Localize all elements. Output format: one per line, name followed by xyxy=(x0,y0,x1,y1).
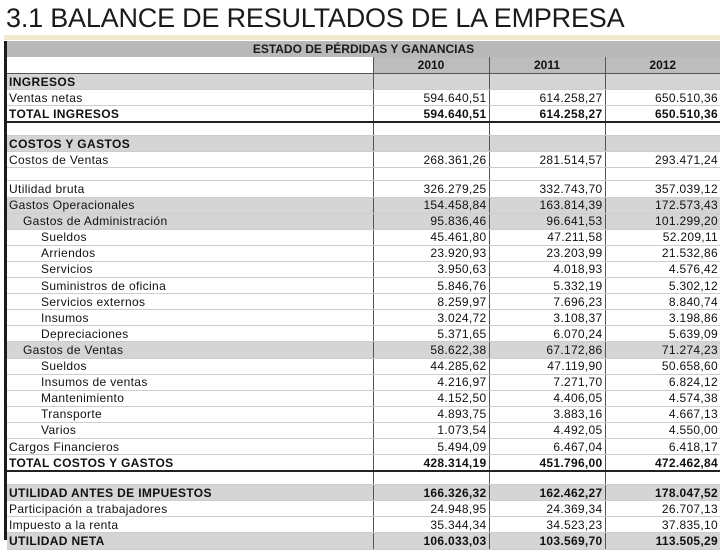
value-2011: 47.119,90 xyxy=(489,358,605,374)
row-label: INGRESOS xyxy=(7,74,373,90)
value-2010: 4.893,75 xyxy=(373,406,489,422)
row-label: Gastos de Administración xyxy=(7,213,373,229)
table-row xyxy=(7,501,720,517)
value-2010: 594.640,51 xyxy=(373,90,489,106)
value-2012: 3.198,86 xyxy=(605,310,720,326)
value-2012: 71.274,23 xyxy=(605,342,720,358)
table-row xyxy=(7,197,720,213)
year-header-row xyxy=(7,57,720,74)
value-2011: 3.883,16 xyxy=(489,406,605,422)
row-label: Gastos de Ventas xyxy=(7,342,373,358)
section-costos-gastos xyxy=(7,136,720,152)
value-2012: 178.047,52 xyxy=(605,485,720,501)
row-label: TOTAL COSTOS Y GASTOS xyxy=(7,455,373,472)
value-2012: 472.462,84 xyxy=(605,455,720,472)
table-row xyxy=(7,517,720,533)
value-2012: 172.573,43 xyxy=(605,197,720,213)
value-2012: 52.209,11 xyxy=(605,229,720,245)
row-label: Suministros de oficina xyxy=(7,278,373,294)
year-2012-header: 2012 xyxy=(605,57,720,74)
value-2012: 101.299,20 xyxy=(605,213,720,229)
value-2010: 106.033,03 xyxy=(373,533,489,549)
row-label: Participación a trabajadores xyxy=(7,501,373,517)
row-label: Insumos xyxy=(7,310,373,326)
value-2011: 96.641,53 xyxy=(489,213,605,229)
table-row xyxy=(7,229,720,245)
value-2011: 7.696,23 xyxy=(489,294,605,310)
row-label: Ventas netas xyxy=(7,90,373,106)
row-label: TOTAL INGRESOS xyxy=(7,106,373,123)
value-2011: 47.211,58 xyxy=(489,229,605,245)
slide-title: 3.1 BALANCE DE RESULTADOS DE LA EMPRESA xyxy=(6,3,625,33)
table-row xyxy=(7,310,720,326)
value-2010: 58.622,38 xyxy=(373,342,489,358)
value-2012: 8.840,74 xyxy=(605,294,720,310)
table-row xyxy=(7,374,720,390)
row-label: Insumos de ventas xyxy=(7,374,373,390)
value-2012: 4.574,38 xyxy=(605,390,720,406)
spreadsheet-image xyxy=(4,41,720,548)
value-2010: 326.279,25 xyxy=(373,181,489,197)
label-column-header xyxy=(7,57,373,74)
row-label: Varios xyxy=(7,422,373,438)
value-2012: 650.510,36 xyxy=(605,106,720,123)
value-2011: 6.070,24 xyxy=(489,326,605,342)
table-row xyxy=(7,294,720,310)
value-2010: 35.344,34 xyxy=(373,517,489,533)
value-2011: 67.172,86 xyxy=(489,342,605,358)
value-2010: 154.458,84 xyxy=(373,197,489,213)
table-row xyxy=(7,326,720,342)
value-2010: 5.494,09 xyxy=(373,438,489,454)
table-row xyxy=(7,213,720,229)
value-2012: 6.824,12 xyxy=(605,374,720,390)
title-underline xyxy=(4,35,720,40)
value-2012: 5.639,09 xyxy=(605,326,720,342)
spacer-row xyxy=(7,168,720,181)
table-row xyxy=(7,181,720,197)
value-2010: 3.024,72 xyxy=(373,310,489,326)
report-title: ESTADO DE PÉRDIDAS Y GANANCIAS xyxy=(7,41,720,57)
row-label: Sueldos xyxy=(7,358,373,374)
value-2010: 3.950,63 xyxy=(373,261,489,277)
row-label: UTILIDAD NETA xyxy=(7,533,373,549)
value-2010: 1.073,54 xyxy=(373,422,489,438)
table-row xyxy=(7,245,720,261)
spacer-row xyxy=(7,122,720,136)
value-2010: 23.920,93 xyxy=(373,245,489,261)
value-2011: 7.271,70 xyxy=(489,374,605,390)
row-label: Mantenimiento xyxy=(7,390,373,406)
value-2011: 5.332,19 xyxy=(489,278,605,294)
value-2012: 21.532,86 xyxy=(605,245,720,261)
value-2012: 293.471,24 xyxy=(605,152,720,168)
value-2010: 8.259,97 xyxy=(373,294,489,310)
value-2011: 23.203,99 xyxy=(489,245,605,261)
value-2010: 44.285,62 xyxy=(373,358,489,374)
value-2012: 357.039,12 xyxy=(605,181,720,197)
row-label: Cargos Financieros xyxy=(7,438,373,454)
value-2010: 594.640,51 xyxy=(373,106,489,123)
table-row xyxy=(7,358,720,374)
value-2012: 50.658,60 xyxy=(605,358,720,374)
table-row-total-ingresos xyxy=(7,106,720,123)
value-2010: 45.461,80 xyxy=(373,229,489,245)
spacer-row xyxy=(7,471,720,485)
value-2011: 451.796,00 xyxy=(489,455,605,472)
value-2011: 614.258,27 xyxy=(489,106,605,123)
value-2010: 4.216,97 xyxy=(373,374,489,390)
table-row xyxy=(7,342,720,358)
table-row xyxy=(7,422,720,438)
value-2011: 332.743,70 xyxy=(489,181,605,197)
value-2012: 37.835,10 xyxy=(605,517,720,533)
value-2010: 268.361,26 xyxy=(373,152,489,168)
value-2011: 103.569,70 xyxy=(489,533,605,549)
row-label: COSTOS Y GASTOS xyxy=(7,136,373,152)
value-2011: 281.514,57 xyxy=(489,152,605,168)
row-label: Costos de Ventas xyxy=(7,152,373,168)
value-2012: 4.550,00 xyxy=(605,422,720,438)
value-2012: 650.510,36 xyxy=(605,90,720,106)
value-2011: 4.018,93 xyxy=(489,261,605,277)
row-label: Servicios externos xyxy=(7,294,373,310)
row-label: Arriendos xyxy=(7,245,373,261)
table-row xyxy=(7,390,720,406)
value-2011: 6.467,04 xyxy=(489,438,605,454)
row-label: Servicios xyxy=(7,261,373,277)
table-row xyxy=(7,406,720,422)
value-2011: 614.258,27 xyxy=(489,90,605,106)
row-label: Impuesto a la renta xyxy=(7,517,373,533)
value-2012: 4.667,13 xyxy=(605,406,720,422)
value-2011: 4.406,05 xyxy=(489,390,605,406)
value-2011: 4.492,05 xyxy=(489,422,605,438)
table-row xyxy=(7,152,720,168)
value-2010: 5.846,76 xyxy=(373,278,489,294)
value-2012: 6.418,17 xyxy=(605,438,720,454)
income-statement-table xyxy=(7,57,720,550)
value-2012: 26.707,13 xyxy=(605,501,720,517)
value-2010: 4.152,50 xyxy=(373,390,489,406)
value-2010: 428.314,19 xyxy=(373,455,489,472)
table-row-utilidad-neta xyxy=(7,533,720,549)
value-2011: 34.523,23 xyxy=(489,517,605,533)
value-2010: 24.948,95 xyxy=(373,501,489,517)
value-2011: 3.108,37 xyxy=(489,310,605,326)
row-label: Transporte xyxy=(7,406,373,422)
table-row xyxy=(7,90,720,106)
value-2011: 163.814,39 xyxy=(489,197,605,213)
table-row xyxy=(7,278,720,294)
value-2010: 95.836,46 xyxy=(373,213,489,229)
value-2010: 5.371,65 xyxy=(373,326,489,342)
value-2011: 162.462,27 xyxy=(489,485,605,501)
year-2011-header: 2011 xyxy=(489,57,605,74)
value-2010: 166.326,32 xyxy=(373,485,489,501)
table-row-utilidad-antes xyxy=(7,485,720,501)
value-2012: 113.505,29 xyxy=(605,533,720,549)
row-label: Sueldos xyxy=(7,229,373,245)
section-ingresos xyxy=(7,74,720,90)
value-2012: 5.302,12 xyxy=(605,278,720,294)
table-row xyxy=(7,438,720,454)
year-2010-header: 2010 xyxy=(373,57,489,74)
row-label: Depreciaciones xyxy=(7,326,373,342)
table-row xyxy=(7,261,720,277)
row-label: Utilidad bruta xyxy=(7,181,373,197)
value-2011: 24.369,34 xyxy=(489,501,605,517)
value-2012: 4.576,42 xyxy=(605,261,720,277)
table-row-total-costos xyxy=(7,455,720,472)
row-label: UTILIDAD ANTES DE IMPUESTOS xyxy=(7,485,373,501)
row-label: Gastos Operacionales xyxy=(7,197,373,213)
